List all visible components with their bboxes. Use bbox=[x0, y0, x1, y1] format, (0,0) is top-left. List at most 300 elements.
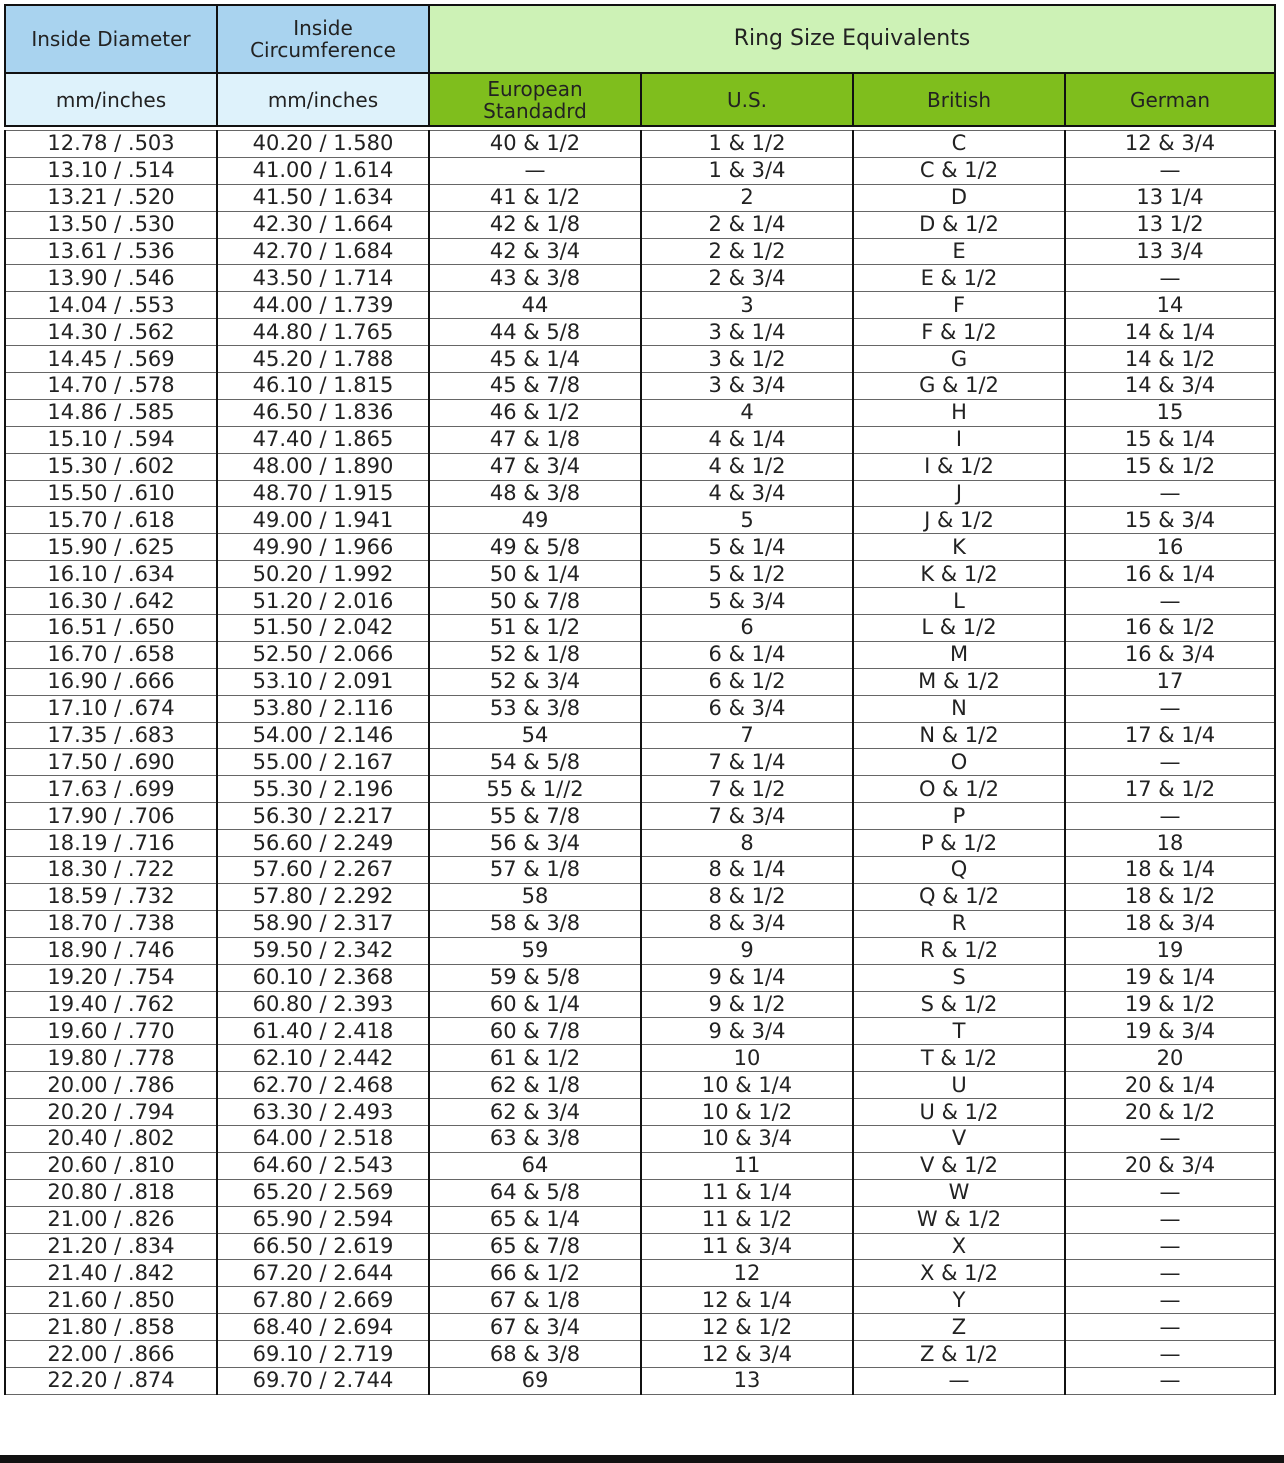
cell-us: 9 & 1/2 bbox=[641, 991, 853, 1018]
cell-european: 59 & 5/8 bbox=[429, 964, 641, 991]
cell-us: 4 & 3/4 bbox=[641, 480, 853, 507]
cell-german: — bbox=[1065, 1341, 1275, 1368]
cell-inside-circumference: 63.30 / 2.493 bbox=[217, 1099, 429, 1126]
cell-european: 49 bbox=[429, 507, 641, 534]
cell-german: — bbox=[1065, 1287, 1275, 1314]
cell-british: C & 1/2 bbox=[853, 157, 1065, 184]
cell-british: G bbox=[853, 346, 1065, 373]
cell-british: T bbox=[853, 1018, 1065, 1045]
cell-german: — bbox=[1065, 1314, 1275, 1341]
cell-inside-circumference: 53.80 / 2.116 bbox=[217, 695, 429, 722]
cell-inside-diameter: 18.19 / .716 bbox=[5, 830, 217, 857]
cell-inside-diameter: 14.04 / .553 bbox=[5, 292, 217, 319]
cell-british: Q bbox=[853, 857, 1065, 884]
cell-european: 50 & 7/8 bbox=[429, 588, 641, 615]
cell-inside-circumference: 45.20 / 1.788 bbox=[217, 346, 429, 373]
cell-inside-circumference: 41.00 / 1.614 bbox=[217, 157, 429, 184]
cell-inside-circumference: 49.00 / 1.941 bbox=[217, 507, 429, 534]
cell-us: 8 & 1/4 bbox=[641, 857, 853, 884]
cell-german: 20 & 1/2 bbox=[1065, 1099, 1275, 1126]
cell-german: — bbox=[1065, 265, 1275, 292]
header-ring-size-equivalents: Ring Size Equivalents bbox=[429, 5, 1275, 73]
table-row bbox=[5, 937, 1275, 964]
header-british: British bbox=[853, 73, 1065, 126]
cell-german: — bbox=[1065, 1233, 1275, 1260]
cell-german: 19 & 3/4 bbox=[1065, 1018, 1275, 1045]
cell-inside-diameter: 12.78 / .503 bbox=[5, 131, 217, 158]
cell-inside-diameter: 20.40 / .802 bbox=[5, 1125, 217, 1152]
cell-german: 18 & 3/4 bbox=[1065, 910, 1275, 937]
cell-european: 60 & 7/8 bbox=[429, 1018, 641, 1045]
table-row bbox=[5, 1260, 1275, 1287]
cell-inside-diameter: 17.35 / .683 bbox=[5, 722, 217, 749]
cell-british: O bbox=[853, 749, 1065, 776]
cell-german: 14 & 1/4 bbox=[1065, 319, 1275, 346]
cell-german: 13 3/4 bbox=[1065, 238, 1275, 265]
cell-inside-diameter: 21.00 / .826 bbox=[5, 1206, 217, 1233]
cell-us: 11 & 3/4 bbox=[641, 1233, 853, 1260]
table-row bbox=[5, 265, 1275, 292]
cell-inside-circumference: 65.90 / 2.594 bbox=[217, 1206, 429, 1233]
cell-inside-diameter: 14.45 / .569 bbox=[5, 346, 217, 373]
cell-european: 64 bbox=[429, 1152, 641, 1179]
table-row bbox=[5, 238, 1275, 265]
cell-european: 54 & 5/8 bbox=[429, 749, 641, 776]
cell-inside-diameter: 22.00 / .866 bbox=[5, 1341, 217, 1368]
cell-british: R bbox=[853, 910, 1065, 937]
table-row bbox=[5, 480, 1275, 507]
cell-european: 55 & 7/8 bbox=[429, 803, 641, 830]
cell-inside-diameter: 16.70 / .658 bbox=[5, 641, 217, 668]
cell-inside-diameter: 17.10 / .674 bbox=[5, 695, 217, 722]
cell-german: 16 bbox=[1065, 534, 1275, 561]
cell-british: N & 1/2 bbox=[853, 722, 1065, 749]
cell-german: 20 & 3/4 bbox=[1065, 1152, 1275, 1179]
cell-european: 51 & 1/2 bbox=[429, 615, 641, 642]
cell-german: 19 bbox=[1065, 937, 1275, 964]
cell-british: K bbox=[853, 534, 1065, 561]
cell-inside-diameter: 15.70 / .618 bbox=[5, 507, 217, 534]
cell-german: 16 & 1/4 bbox=[1065, 561, 1275, 588]
cell-european: 53 & 3/8 bbox=[429, 695, 641, 722]
cell-british: N bbox=[853, 695, 1065, 722]
cell-german: 20 & 1/4 bbox=[1065, 1072, 1275, 1099]
cell-inside-diameter: 15.10 / .594 bbox=[5, 426, 217, 453]
cell-us: 4 & 1/4 bbox=[641, 426, 853, 453]
table-body bbox=[5, 126, 1275, 1394]
header-inside-circumference: Inside Circumference bbox=[217, 5, 429, 73]
cell-inside-circumference: 67.20 / 2.644 bbox=[217, 1260, 429, 1287]
cell-us: 8 & 1/2 bbox=[641, 883, 853, 910]
cell-us: 9 bbox=[641, 937, 853, 964]
cell-british: H bbox=[853, 399, 1065, 426]
cell-british: U bbox=[853, 1072, 1065, 1099]
cell-inside-diameter: 19.80 / .778 bbox=[5, 1045, 217, 1072]
cell-inside-diameter: 18.90 / .746 bbox=[5, 937, 217, 964]
cell-inside-diameter: 19.60 / .770 bbox=[5, 1018, 217, 1045]
table-row bbox=[5, 695, 1275, 722]
cell-british: K & 1/2 bbox=[853, 561, 1065, 588]
cell-british: L & 1/2 bbox=[853, 615, 1065, 642]
cell-inside-circumference: 64.60 / 2.543 bbox=[217, 1152, 429, 1179]
cell-british: W bbox=[853, 1179, 1065, 1206]
table-row bbox=[5, 1287, 1275, 1314]
cell-inside-diameter: 16.30 / .642 bbox=[5, 588, 217, 615]
cell-british: I bbox=[853, 426, 1065, 453]
cell-german: 14 bbox=[1065, 292, 1275, 319]
cell-british: U & 1/2 bbox=[853, 1099, 1065, 1126]
cell-inside-circumference: 59.50 / 2.342 bbox=[217, 937, 429, 964]
cell-european: 50 & 1/4 bbox=[429, 561, 641, 588]
table-row bbox=[5, 346, 1275, 373]
cell-british: X & 1/2 bbox=[853, 1260, 1065, 1287]
cell-german: — bbox=[1065, 157, 1275, 184]
cell-british: W & 1/2 bbox=[853, 1206, 1065, 1233]
table-row bbox=[5, 803, 1275, 830]
cell-british: M & 1/2 bbox=[853, 668, 1065, 695]
cell-german: 15 & 1/4 bbox=[1065, 426, 1275, 453]
cell-inside-circumference: 57.60 / 2.267 bbox=[217, 857, 429, 884]
cell-us: 8 bbox=[641, 830, 853, 857]
cell-british: E & 1/2 bbox=[853, 265, 1065, 292]
ring-size-chart bbox=[4, 4, 1274, 1456]
cell-european: 42 & 1/8 bbox=[429, 211, 641, 238]
table-row bbox=[5, 1179, 1275, 1206]
table-row bbox=[5, 319, 1275, 346]
cell-german: — bbox=[1065, 1367, 1275, 1394]
cell-german: 18 & 1/4 bbox=[1065, 857, 1275, 884]
cell-inside-circumference: 42.70 / 1.684 bbox=[217, 238, 429, 265]
cell-inside-circumference: 65.20 / 2.569 bbox=[217, 1179, 429, 1206]
cell-inside-diameter: 21.80 / .858 bbox=[5, 1314, 217, 1341]
cell-german: 17 bbox=[1065, 668, 1275, 695]
cell-inside-diameter: 15.90 / .625 bbox=[5, 534, 217, 561]
table-row bbox=[5, 641, 1275, 668]
table-row bbox=[5, 910, 1275, 937]
table-row bbox=[5, 1152, 1275, 1179]
cell-german: — bbox=[1065, 803, 1275, 830]
table-row bbox=[5, 1125, 1275, 1152]
cell-inside-circumference: 46.10 / 1.815 bbox=[217, 373, 429, 400]
cell-british: Q & 1/2 bbox=[853, 883, 1065, 910]
table-row bbox=[5, 1233, 1275, 1260]
cell-inside-circumference: 49.90 / 1.966 bbox=[217, 534, 429, 561]
bottom-border bbox=[0, 1455, 1284, 1463]
cell-inside-circumference: 60.10 / 2.368 bbox=[217, 964, 429, 991]
cell-german: 14 & 3/4 bbox=[1065, 373, 1275, 400]
cell-us: 10 bbox=[641, 1045, 853, 1072]
cell-us: 12 & 1/4 bbox=[641, 1287, 853, 1314]
table-row bbox=[5, 426, 1275, 453]
cell-european: 44 bbox=[429, 292, 641, 319]
cell-inside-circumference: 48.00 / 1.890 bbox=[217, 453, 429, 480]
table-row bbox=[5, 722, 1275, 749]
cell-british: Z & 1/2 bbox=[853, 1341, 1065, 1368]
cell-inside-circumference: 54.00 / 2.146 bbox=[217, 722, 429, 749]
cell-inside-diameter: 14.70 / .578 bbox=[5, 373, 217, 400]
cell-british: P bbox=[853, 803, 1065, 830]
cell-inside-diameter: 20.80 / .818 bbox=[5, 1179, 217, 1206]
cell-british: G & 1/2 bbox=[853, 373, 1065, 400]
cell-us: 3 & 1/2 bbox=[641, 346, 853, 373]
cell-inside-diameter: 13.21 / .520 bbox=[5, 184, 217, 211]
cell-us: 5 bbox=[641, 507, 853, 534]
cell-inside-circumference: 58.90 / 2.317 bbox=[217, 910, 429, 937]
cell-british: M bbox=[853, 641, 1065, 668]
cell-us: 5 & 3/4 bbox=[641, 588, 853, 615]
cell-inside-diameter: 14.86 / .585 bbox=[5, 399, 217, 426]
cell-german: — bbox=[1065, 1125, 1275, 1152]
cell-european: 61 & 1/2 bbox=[429, 1045, 641, 1072]
cell-british: Z bbox=[853, 1314, 1065, 1341]
cell-us: 7 & 1/2 bbox=[641, 776, 853, 803]
cell-british: P & 1/2 bbox=[853, 830, 1065, 857]
cell-european: 66 & 1/2 bbox=[429, 1260, 641, 1287]
cell-inside-circumference: 62.10 / 2.442 bbox=[217, 1045, 429, 1072]
cell-german: — bbox=[1065, 1206, 1275, 1233]
cell-inside-circumference: 52.50 / 2.066 bbox=[217, 641, 429, 668]
cell-european: 59 bbox=[429, 937, 641, 964]
table-row bbox=[5, 1099, 1275, 1126]
table-row bbox=[5, 1018, 1275, 1045]
cell-european: 68 & 3/8 bbox=[429, 1341, 641, 1368]
table-row bbox=[5, 1206, 1275, 1233]
cell-inside-diameter: 19.20 / .754 bbox=[5, 964, 217, 991]
table-row bbox=[5, 964, 1275, 991]
table-row bbox=[5, 749, 1275, 776]
cell-inside-diameter: 16.51 / .650 bbox=[5, 615, 217, 642]
cell-german: 19 & 1/2 bbox=[1065, 991, 1275, 1018]
cell-inside-diameter: 18.59 / .732 bbox=[5, 883, 217, 910]
cell-british: S & 1/2 bbox=[853, 991, 1065, 1018]
table-row bbox=[5, 534, 1275, 561]
cell-european: 49 & 5/8 bbox=[429, 534, 641, 561]
cell-us: 10 & 1/4 bbox=[641, 1072, 853, 1099]
cell-european: 55 & 1//2 bbox=[429, 776, 641, 803]
cell-inside-circumference: 46.50 / 1.836 bbox=[217, 399, 429, 426]
cell-inside-circumference: 51.20 / 2.016 bbox=[217, 588, 429, 615]
cell-us: 13 bbox=[641, 1367, 853, 1394]
cell-european: 65 & 7/8 bbox=[429, 1233, 641, 1260]
cell-us: 6 bbox=[641, 615, 853, 642]
cell-us: 7 & 3/4 bbox=[641, 803, 853, 830]
cell-inside-diameter: 21.40 / .842 bbox=[5, 1260, 217, 1287]
cell-german: 14 & 1/2 bbox=[1065, 346, 1275, 373]
cell-european: 58 & 3/8 bbox=[429, 910, 641, 937]
cell-british: J & 1/2 bbox=[853, 507, 1065, 534]
cell-us: 5 & 1/4 bbox=[641, 534, 853, 561]
cell-us: 1 & 1/2 bbox=[641, 131, 853, 158]
cell-european: 69 bbox=[429, 1367, 641, 1394]
cell-inside-circumference: 51.50 / 2.042 bbox=[217, 615, 429, 642]
cell-us: 3 & 1/4 bbox=[641, 319, 853, 346]
cell-us: 12 bbox=[641, 1260, 853, 1287]
cell-inside-diameter: 21.60 / .850 bbox=[5, 1287, 217, 1314]
table-row bbox=[5, 883, 1275, 910]
table-row bbox=[5, 830, 1275, 857]
cell-inside-circumference: 41.50 / 1.634 bbox=[217, 184, 429, 211]
cell-european: 56 & 3/4 bbox=[429, 830, 641, 857]
table-row bbox=[5, 211, 1275, 238]
cell-british: F bbox=[853, 292, 1065, 319]
cell-us: 2 bbox=[641, 184, 853, 211]
cell-us: 12 & 3/4 bbox=[641, 1341, 853, 1368]
cell-inside-circumference: 61.40 / 2.418 bbox=[217, 1018, 429, 1045]
table-row bbox=[5, 1367, 1275, 1394]
cell-british: X bbox=[853, 1233, 1065, 1260]
cell-us: 7 & 1/4 bbox=[641, 749, 853, 776]
cell-inside-diameter: 13.61 / .536 bbox=[5, 238, 217, 265]
cell-german: — bbox=[1065, 1179, 1275, 1206]
table-row bbox=[5, 184, 1275, 211]
cell-british: J bbox=[853, 480, 1065, 507]
cell-british: T & 1/2 bbox=[853, 1045, 1065, 1072]
cell-inside-diameter: 22.20 / .874 bbox=[5, 1367, 217, 1394]
table-row bbox=[5, 157, 1275, 184]
cell-inside-circumference: 56.60 / 2.249 bbox=[217, 830, 429, 857]
cell-inside-circumference: 48.70 / 1.915 bbox=[217, 480, 429, 507]
cell-german: 18 & 1/2 bbox=[1065, 883, 1275, 910]
table-row bbox=[5, 507, 1275, 534]
cell-us: 12 & 1/2 bbox=[641, 1314, 853, 1341]
cell-european: 62 & 1/8 bbox=[429, 1072, 641, 1099]
cell-us: 5 & 1/2 bbox=[641, 561, 853, 588]
cell-inside-diameter: 18.30 / .722 bbox=[5, 857, 217, 884]
table-row bbox=[5, 615, 1275, 642]
cell-european: 42 & 3/4 bbox=[429, 238, 641, 265]
cell-european: 67 & 3/4 bbox=[429, 1314, 641, 1341]
cell-inside-circumference: 53.10 / 2.091 bbox=[217, 668, 429, 695]
cell-inside-diameter: 13.10 / .514 bbox=[5, 157, 217, 184]
cell-european: 43 & 3/8 bbox=[429, 265, 641, 292]
cell-european: 67 & 1/8 bbox=[429, 1287, 641, 1314]
cell-european: 62 & 3/4 bbox=[429, 1099, 641, 1126]
cell-inside-circumference: 67.80 / 2.669 bbox=[217, 1287, 429, 1314]
cell-european: 60 & 1/4 bbox=[429, 991, 641, 1018]
cell-us: 10 & 3/4 bbox=[641, 1125, 853, 1152]
cell-german: 19 & 1/4 bbox=[1065, 964, 1275, 991]
cell-inside-diameter: 16.90 / .666 bbox=[5, 668, 217, 695]
cell-european: 64 & 5/8 bbox=[429, 1179, 641, 1206]
cell-german: — bbox=[1065, 588, 1275, 615]
table-row bbox=[5, 453, 1275, 480]
cell-inside-circumference: 50.20 / 1.992 bbox=[217, 561, 429, 588]
cell-inside-circumference: 40.20 / 1.580 bbox=[217, 131, 429, 158]
cell-us: 1 & 3/4 bbox=[641, 157, 853, 184]
cell-german: — bbox=[1065, 695, 1275, 722]
cell-inside-circumference: 57.80 / 2.292 bbox=[217, 883, 429, 910]
table-row bbox=[5, 1341, 1275, 1368]
table-row bbox=[5, 561, 1275, 588]
cell-inside-diameter: 14.30 / .562 bbox=[5, 319, 217, 346]
cell-inside-circumference: 68.40 / 2.694 bbox=[217, 1314, 429, 1341]
cell-inside-circumference: 69.70 / 2.744 bbox=[217, 1367, 429, 1394]
cell-inside-circumference: 64.00 / 2.518 bbox=[217, 1125, 429, 1152]
cell-inside-diameter: 20.00 / .786 bbox=[5, 1072, 217, 1099]
cell-british: F & 1/2 bbox=[853, 319, 1065, 346]
cell-german: 17 & 1/4 bbox=[1065, 722, 1275, 749]
cell-british: V bbox=[853, 1125, 1065, 1152]
cell-inside-diameter: 17.63 / .699 bbox=[5, 776, 217, 803]
cell-inside-circumference: 44.80 / 1.765 bbox=[217, 319, 429, 346]
table-row bbox=[5, 991, 1275, 1018]
table-row bbox=[5, 1072, 1275, 1099]
header-unit-circumference: mm/inches bbox=[217, 73, 429, 126]
cell-inside-diameter: 15.30 / .602 bbox=[5, 453, 217, 480]
header-european: European Standadrd bbox=[429, 73, 641, 126]
cell-european: 44 & 5/8 bbox=[429, 319, 641, 346]
table-row bbox=[5, 292, 1275, 319]
cell-european: 45 & 7/8 bbox=[429, 373, 641, 400]
ring-size-table bbox=[4, 4, 1276, 1395]
cell-inside-circumference: 42.30 / 1.664 bbox=[217, 211, 429, 238]
cell-european: 47 & 1/8 bbox=[429, 426, 641, 453]
cell-us: 2 & 1/2 bbox=[641, 238, 853, 265]
cell-us: 10 & 1/2 bbox=[641, 1099, 853, 1126]
cell-us: 11 & 1/4 bbox=[641, 1179, 853, 1206]
cell-european: 45 & 1/4 bbox=[429, 346, 641, 373]
cell-european: 52 & 3/4 bbox=[429, 668, 641, 695]
cell-inside-circumference: 55.00 / 2.167 bbox=[217, 749, 429, 776]
cell-european: 48 & 3/8 bbox=[429, 480, 641, 507]
cell-inside-circumference: 43.50 / 1.714 bbox=[217, 265, 429, 292]
cell-german: — bbox=[1065, 749, 1275, 776]
cell-european: 54 bbox=[429, 722, 641, 749]
cell-british: C bbox=[853, 131, 1065, 158]
cell-european: 40 & 1/2 bbox=[429, 131, 641, 158]
cell-european: 65 & 1/4 bbox=[429, 1206, 641, 1233]
header-unit-diameter: mm/inches bbox=[5, 73, 217, 126]
cell-european: 46 & 1/2 bbox=[429, 399, 641, 426]
table-row bbox=[5, 668, 1275, 695]
cell-inside-circumference: 47.40 / 1.865 bbox=[217, 426, 429, 453]
table-row bbox=[5, 399, 1275, 426]
table-row bbox=[5, 857, 1275, 884]
cell-german: 13 1/4 bbox=[1065, 184, 1275, 211]
cell-british: D & 1/2 bbox=[853, 211, 1065, 238]
cell-inside-diameter: 17.90 / .706 bbox=[5, 803, 217, 830]
header-german: German bbox=[1065, 73, 1275, 126]
cell-us: 11 & 1/2 bbox=[641, 1206, 853, 1233]
cell-british: S bbox=[853, 964, 1065, 991]
table-row bbox=[5, 131, 1275, 158]
cell-inside-diameter: 18.70 / .738 bbox=[5, 910, 217, 937]
cell-german: 13 1/2 bbox=[1065, 211, 1275, 238]
cell-us: 2 & 3/4 bbox=[641, 265, 853, 292]
table-row bbox=[5, 588, 1275, 615]
cell-us: 4 bbox=[641, 399, 853, 426]
cell-british: O & 1/2 bbox=[853, 776, 1065, 803]
cell-inside-diameter: 20.20 / .794 bbox=[5, 1099, 217, 1126]
cell-inside-circumference: 44.00 / 1.739 bbox=[217, 292, 429, 319]
cell-german: 17 & 1/2 bbox=[1065, 776, 1275, 803]
cell-us: 2 & 1/4 bbox=[641, 211, 853, 238]
cell-british: D bbox=[853, 184, 1065, 211]
cell-inside-circumference: 56.30 / 2.217 bbox=[217, 803, 429, 830]
cell-us: 6 & 1/2 bbox=[641, 668, 853, 695]
header-us: U.S. bbox=[641, 73, 853, 126]
cell-european: — bbox=[429, 157, 641, 184]
table-row bbox=[5, 776, 1275, 803]
cell-german: 18 bbox=[1065, 830, 1275, 857]
cell-german: — bbox=[1065, 1260, 1275, 1287]
cell-european: 57 & 1/8 bbox=[429, 857, 641, 884]
cell-us: 9 & 1/4 bbox=[641, 964, 853, 991]
cell-us: 4 & 1/2 bbox=[641, 453, 853, 480]
cell-us: 3 bbox=[641, 292, 853, 319]
cell-inside-diameter: 17.50 / .690 bbox=[5, 749, 217, 776]
cell-inside-diameter: 13.50 / .530 bbox=[5, 211, 217, 238]
